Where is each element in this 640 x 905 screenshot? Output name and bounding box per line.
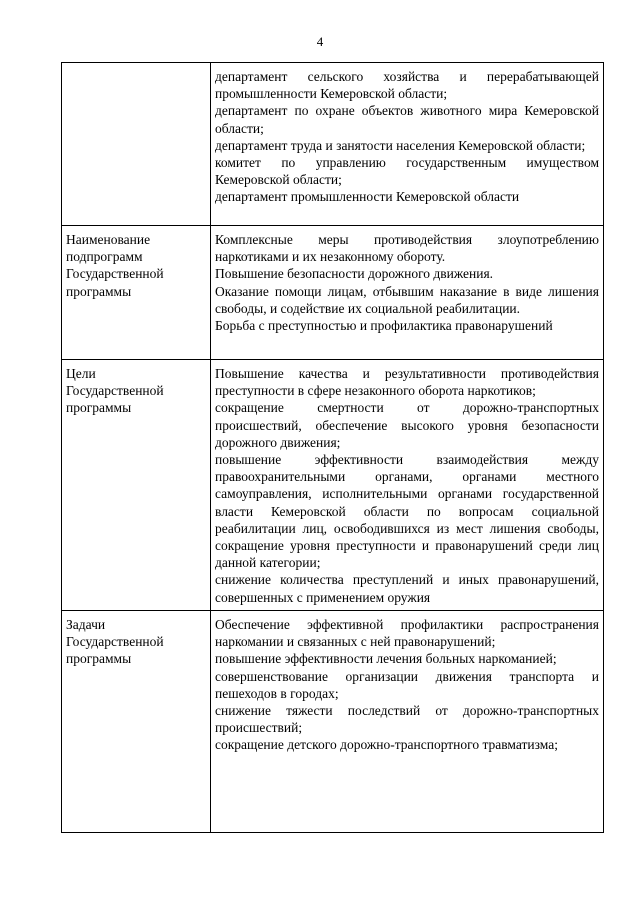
list-item: совершенствование организации движения транспорта и пешеходов в городах; [215, 668, 599, 701]
row-label-line: Задачи [66, 617, 106, 632]
row-label-line: Наименование [66, 232, 151, 247]
row-label-line: Государственной [66, 266, 164, 282]
row-label-line: Государственной [66, 383, 164, 399]
list-item: Повышение безопасности дорожного движения. [215, 266, 494, 282]
row-label-line: программы [66, 400, 132, 416]
row-label-cell [62, 360, 211, 611]
list-item: повышение эффективности лечения больных наркоманией; [215, 651, 557, 667]
program-passport-table [61, 62, 604, 833]
list-item: сокращение смертности от дорожно-транспортных происшествий, обеспечение высокого уровня безопасности дорожного движения; [215, 400, 599, 450]
list-item: департамент труда и занятости населения Кемеровской области; [215, 137, 586, 153]
row-label-line: подпрограмм [66, 249, 143, 265]
row-label-cell [62, 611, 211, 833]
table-row [62, 63, 604, 226]
row-label-cell [62, 226, 211, 360]
list-item: снижение тяжести последствий от дорожно-транспортных происшествий; [215, 703, 599, 736]
page-number: 4 [316, 34, 324, 49]
list-item: сокращение детского дорожно-транспортного травматизма; [215, 737, 558, 753]
list-item: снижение количества преступлений и иных правонарушений, совершенных с применением оружия [215, 572, 599, 605]
table-row [62, 360, 604, 611]
list-item: Обеспечение эффективной профилактики распространения наркомании и связанных с ней правонарушений; [215, 617, 599, 650]
list-item: Повышение качества и результативности противодействия преступности в сфере незаконного оборота наркотиков; [215, 366, 599, 399]
list-item: Борьба с преступностью и профилактика правонарушений [215, 318, 553, 334]
list-item: повышение эффективности взаимодействия между правоохранительными органами, органами местного самоуправления, исполнительными органами государственной власти Кемеровской области по вопросам социальной реабилитации лиц, освободившихся из мест лишения свободы, сокращение уровня преступности и правонарушений среди лиц данной категории; [215, 452, 599, 571]
row-label-line: программы [66, 283, 132, 299]
row-value-cell [211, 611, 604, 833]
table-row [62, 226, 604, 360]
list-item: комитет по управлению государственным имуществом Кемеровской области; [215, 155, 599, 188]
list-item: Оказание помощи лицам, отбывшим наказание в виде лишения свободы, и содействие их социальной реабилитации. [215, 283, 599, 316]
row-label-line: Государственной [66, 634, 164, 650]
list-item: департамент по охране объектов животного мира Кемеровской области; [215, 103, 599, 136]
row-value-cell [211, 360, 604, 611]
list-item: департамент сельского хозяйства и перерабатывающей промышленности Кемеровской области; [215, 69, 599, 102]
row-label-line: программы [66, 651, 132, 667]
table-row [62, 611, 604, 833]
row-label-cell [62, 63, 211, 226]
list-item: Комплексные меры противодействия злоупотреблению наркотиками и их незаконному обороту. [215, 232, 599, 265]
list-item: департамент промышленности Кемеровской области [215, 189, 520, 205]
row-label-line: Цели [66, 366, 96, 381]
row-value-cell [211, 226, 604, 360]
row-value-cell [211, 63, 604, 226]
